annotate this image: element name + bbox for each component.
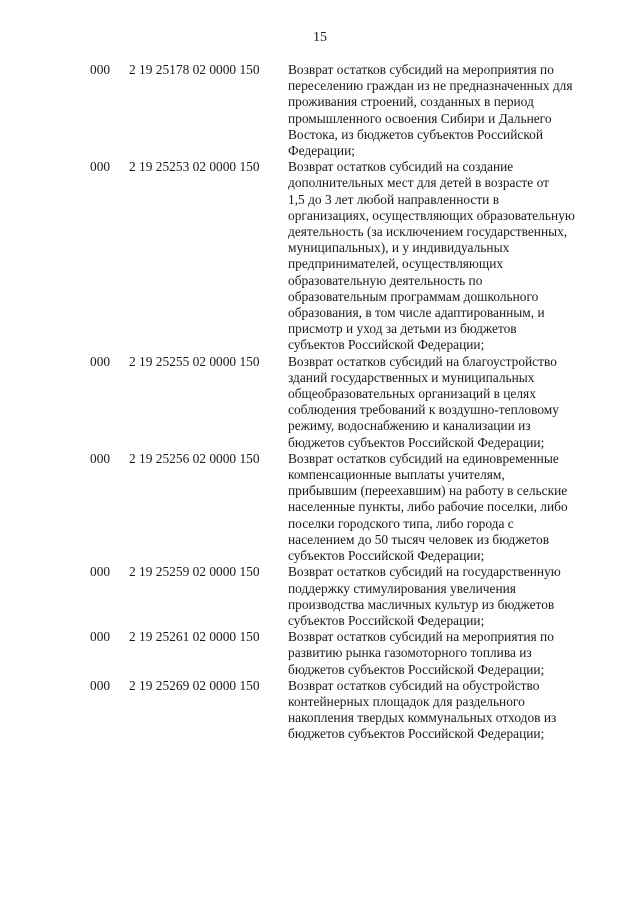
description-line: переселению граждан из не предназначенных для — [288, 78, 573, 94]
description-line: поселки городского типа, либо города с — [288, 515, 514, 531]
table-row — [0, 678, 640, 743]
description-line: Возврат остатков субсидий на создание — [288, 159, 514, 175]
description-line: населением до 50 тысяч человек из бюджетов — [288, 531, 550, 547]
description-line: бюджетов субъектов Российской Федерации; — [288, 726, 545, 742]
table-row — [0, 354, 640, 451]
description-line: образовательным программам дошкольного — [288, 288, 539, 304]
description-line: 1,5 до 3 лет любой направленности в — [288, 191, 500, 207]
description-line: бюджетов субъектов Российской Федерации; — [288, 434, 545, 450]
description-line: проживания строений, созданных в период — [288, 94, 534, 110]
code-description — [288, 354, 588, 451]
description-line: режиму, водоснабжению и канализации из — [288, 418, 531, 434]
description-line: промышленного освоения Сибири и Дальнего — [288, 110, 552, 126]
description-line: Федерации; — [288, 143, 355, 159]
admin-code: 000 — [90, 159, 111, 175]
admin-code: 000 — [90, 450, 111, 466]
description-line: образования, в том числе адаптированным, и — [288, 305, 545, 321]
admin-code: 000 — [90, 629, 111, 645]
description-line: Востока, из бюджетов субъектов Российской — [288, 126, 544, 142]
description-line: Возврат остатков субсидий на единовременные — [288, 450, 559, 466]
description-line: Возврат остатков субсидий на государственную — [288, 564, 561, 580]
table-row — [0, 451, 640, 564]
description-line: присмотр и уход за детьми из бюджетов — [288, 321, 517, 337]
table-row — [0, 159, 640, 353]
description-line: прибывшим (переехавшим) на работу в сельские — [288, 483, 568, 499]
description-line: предпринимателей, осуществляющих — [288, 256, 504, 272]
description-line: компенсационные выплаты учителям, — [288, 467, 505, 483]
admin-code: 000 — [90, 353, 111, 369]
table-row — [0, 629, 640, 678]
description-line: субъектов Российской Федерации; — [288, 337, 485, 353]
description-line: соблюдения требований к воздушно-тепловому — [288, 402, 559, 418]
description-line: дополнительных мест для детей в возрасте от — [288, 175, 549, 191]
budget-code-list — [0, 62, 640, 743]
description-line: населенные пункты, либо рабочие поселки, либо — [288, 499, 568, 515]
code-description — [288, 451, 588, 564]
description-line: субъектов Российской Федерации; — [288, 548, 485, 564]
budget-classification-code: 2 19 25255 02 0000 150 — [129, 353, 260, 369]
description-line: Возврат остатков субсидий на мероприятия по — [288, 62, 554, 77]
budget-classification-code: 2 19 25269 02 0000 150 — [129, 677, 260, 693]
code-description — [288, 629, 588, 678]
code-description — [288, 678, 588, 743]
description-line: производства масличных культур из бюджетов — [288, 596, 555, 612]
description-line: Возврат остатков субсидий на благоустройство — [288, 353, 557, 369]
admin-code: 000 — [90, 564, 111, 580]
table-row — [0, 62, 640, 159]
description-line: организациях, осуществляющих образовательную — [288, 207, 575, 223]
table-row — [0, 564, 640, 629]
description-line: субъектов Российской Федерации; — [288, 612, 485, 628]
description-line: деятельность (за исключением государственных, — [288, 224, 568, 240]
description-line: бюджетов субъектов Российской Федерации; — [288, 661, 545, 677]
budget-classification-code: 2 19 25253 02 0000 150 — [129, 159, 260, 175]
page-number: 15 — [313, 30, 327, 45]
description-line: развитию рынка газомоторного топлива из — [288, 645, 532, 661]
description-line: поддержку стимулирования увеличения — [288, 580, 516, 596]
description-line: образовательную деятельность по — [288, 272, 483, 288]
description-line: Возврат остатков субсидий на обустройство — [288, 677, 540, 693]
admin-code: 000 — [90, 677, 111, 693]
code-description — [288, 62, 588, 159]
code-description — [288, 564, 588, 629]
budget-classification-code: 2 19 25259 02 0000 150 — [129, 564, 260, 580]
description-line: общеобразовательных организаций в целях — [288, 386, 536, 402]
description-line: накопления твердых коммунальных отходов из — [288, 710, 557, 726]
description-line: контейнерных площадок для раздельного — [288, 693, 525, 709]
description-line: Возврат остатков субсидий на мероприятия по — [288, 629, 554, 645]
budget-classification-code: 2 19 25256 02 0000 150 — [129, 450, 260, 466]
admin-code: 000 — [90, 62, 111, 77]
description-line: муниципальных), и у индивидуальных — [288, 240, 510, 256]
code-description — [288, 159, 588, 353]
description-line: зданий государственных и муниципальных — [288, 369, 535, 385]
budget-classification-code: 2 19 25178 02 0000 150 — [129, 62, 260, 77]
budget-classification-code: 2 19 25261 02 0000 150 — [129, 629, 260, 645]
